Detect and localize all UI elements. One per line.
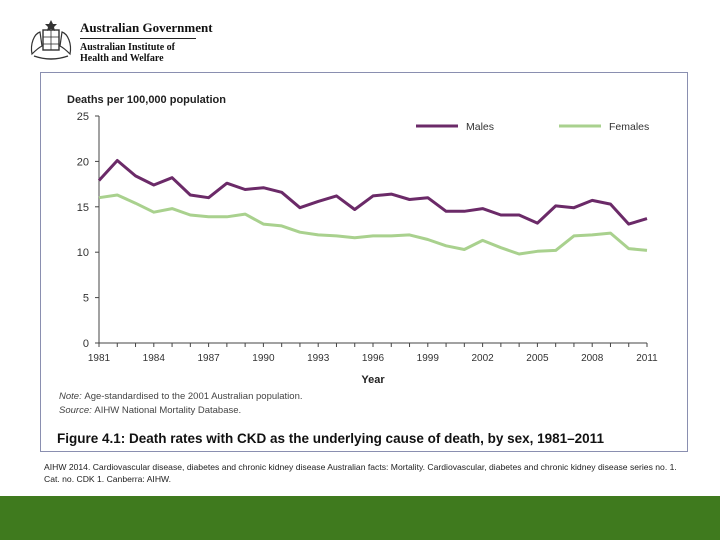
note-label: Note: (59, 391, 82, 402)
y-tick-label: 10 (76, 247, 89, 260)
series-line-males (99, 161, 647, 225)
source-text: AIHW National Mortality Database. (94, 405, 242, 416)
note-text: Age-standardised to the 2001 Australian population. (84, 391, 303, 402)
x-tick-label: 1984 (142, 353, 165, 364)
chart-note (59, 391, 303, 402)
x-tick-label: 1987 (197, 353, 220, 364)
x-tick-label: 1990 (252, 353, 275, 364)
x-tick-label: 1993 (307, 353, 330, 364)
y-axis-title: Deaths per 100,000 population (67, 94, 226, 106)
y-tick-label: 15 (76, 201, 89, 214)
org-header (26, 16, 213, 68)
series-line-females (99, 195, 647, 254)
org-name-line1: Australian Government (80, 20, 213, 35)
x-tick-label: 2002 (471, 353, 494, 364)
y-tick-label: 20 (76, 156, 89, 169)
line-chart (41, 73, 687, 403)
header-divider (80, 38, 196, 39)
x-tick-label: 1996 (361, 353, 385, 364)
coat-of-arms-logo (26, 16, 76, 66)
citation-text: AIHW 2014. Cardiovascular disease, diabetes and chronic kidney disease Australian facts: Mortality. Cardiovascular, diabetes and chronic kidney disease series no. 1. Cat. no. CDK 1. Canberra: AIHW. (44, 462, 677, 484)
legend-label-females: Females (609, 121, 650, 133)
x-tick-label: 2005 (526, 353, 549, 364)
chart-panel (40, 72, 688, 452)
x-tick-label: 2008 (581, 353, 604, 364)
x-tick-label: 2011 (636, 353, 658, 364)
footer-bar (0, 496, 720, 540)
org-name-line2: Australian Institute of Health and Welfare (80, 42, 176, 64)
y-tick-label: 0 (82, 338, 89, 350)
chart-source (59, 405, 241, 416)
x-axis-title: Year (361, 374, 385, 386)
x-tick-label: 1981 (87, 353, 111, 364)
x-tick-label: 1999 (416, 353, 439, 364)
source-label: Source: (59, 405, 92, 416)
figure-title: Figure 4.1: Death rates with CKD as the underlying cause of death, by sex, 1981–2011 (57, 431, 604, 446)
y-tick-label: 25 (76, 111, 89, 123)
y-tick-label: 5 (82, 292, 89, 305)
legend-label-males: Males (466, 121, 495, 133)
